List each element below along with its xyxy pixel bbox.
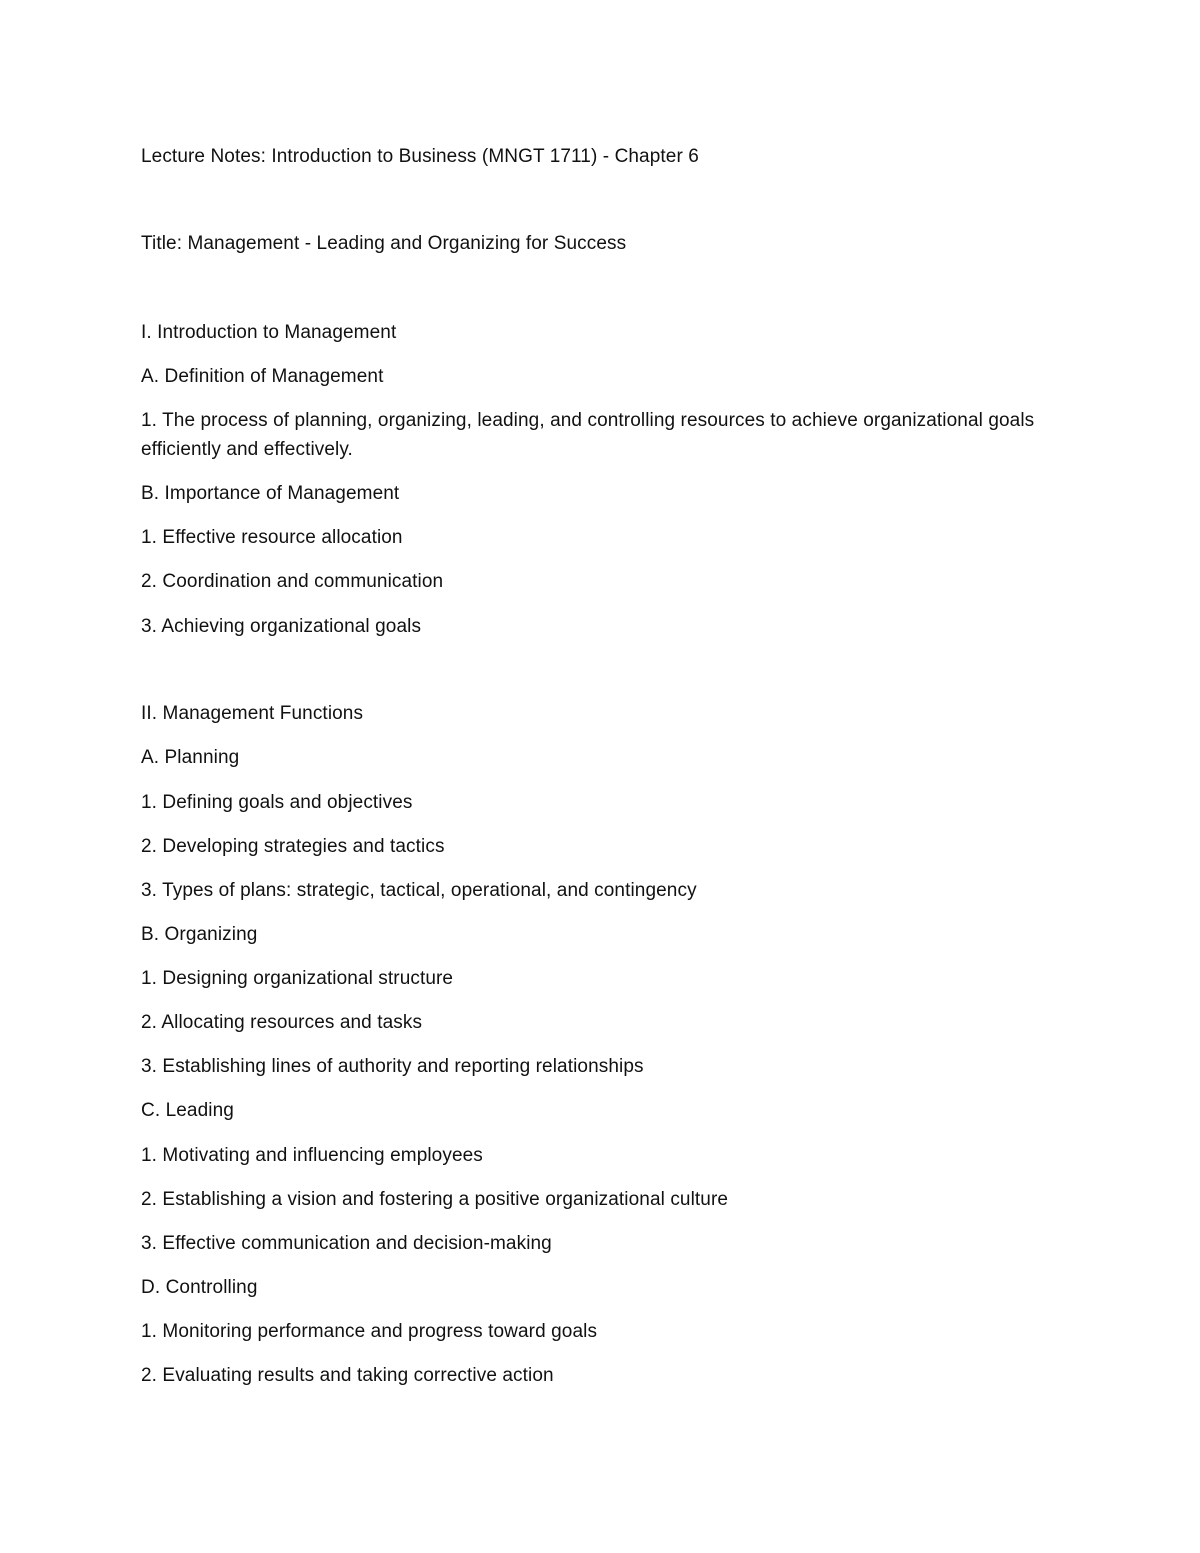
list-item: 3. Establishing lines of authority and reporting relationships [141, 1056, 644, 1077]
subsection-heading: C. Leading [141, 1100, 234, 1121]
list-item: 2. Developing strategies and tactics [141, 836, 445, 857]
list-item: 2. Establishing a vision and fostering a positive organizational culture [141, 1189, 729, 1210]
list-item: 1. Effective resource allocation [141, 527, 403, 548]
list-item: 3. Effective communication and decision-making [141, 1233, 552, 1254]
list-item: 1. The process of planning, organizing, leading, and controlling resources to achieve organizational goals efficiently and effectively. [141, 410, 1035, 460]
subsection-heading: A. Definition of Management [141, 366, 384, 387]
subsection-heading: A. Planning [141, 747, 240, 768]
list-item: 1. Motivating and influencing employees [141, 1145, 483, 1166]
list-item: 1. Monitoring performance and progress toward goals [141, 1321, 598, 1342]
section-heading: I. Introduction to Management [141, 322, 397, 343]
list-item: 3. Achieving organizational goals [141, 616, 422, 637]
list-item: 3. Types of plans: strategic, tactical, operational, and contingency [141, 880, 697, 901]
subsection-heading: D. Controlling [141, 1277, 258, 1298]
list-item: 2. Allocating resources and tasks [141, 1012, 423, 1033]
list-item: 2. Evaluating results and taking corrective action [141, 1365, 554, 1386]
list-item: 1. Defining goals and objectives [141, 792, 413, 813]
list-item: 1. Designing organizational structure [141, 968, 454, 989]
section-heading: II. Management Functions [141, 703, 364, 724]
document-title: Title: Management - Leading and Organizing for Success [141, 233, 627, 254]
subsection-heading: B. Importance of Management [141, 483, 400, 504]
document-heading: Lecture Notes: Introduction to Business (MNGT 1711) - Chapter 6 [141, 146, 699, 167]
subsection-heading: B. Organizing [141, 924, 258, 945]
list-item: 2. Coordination and communication [141, 571, 444, 592]
